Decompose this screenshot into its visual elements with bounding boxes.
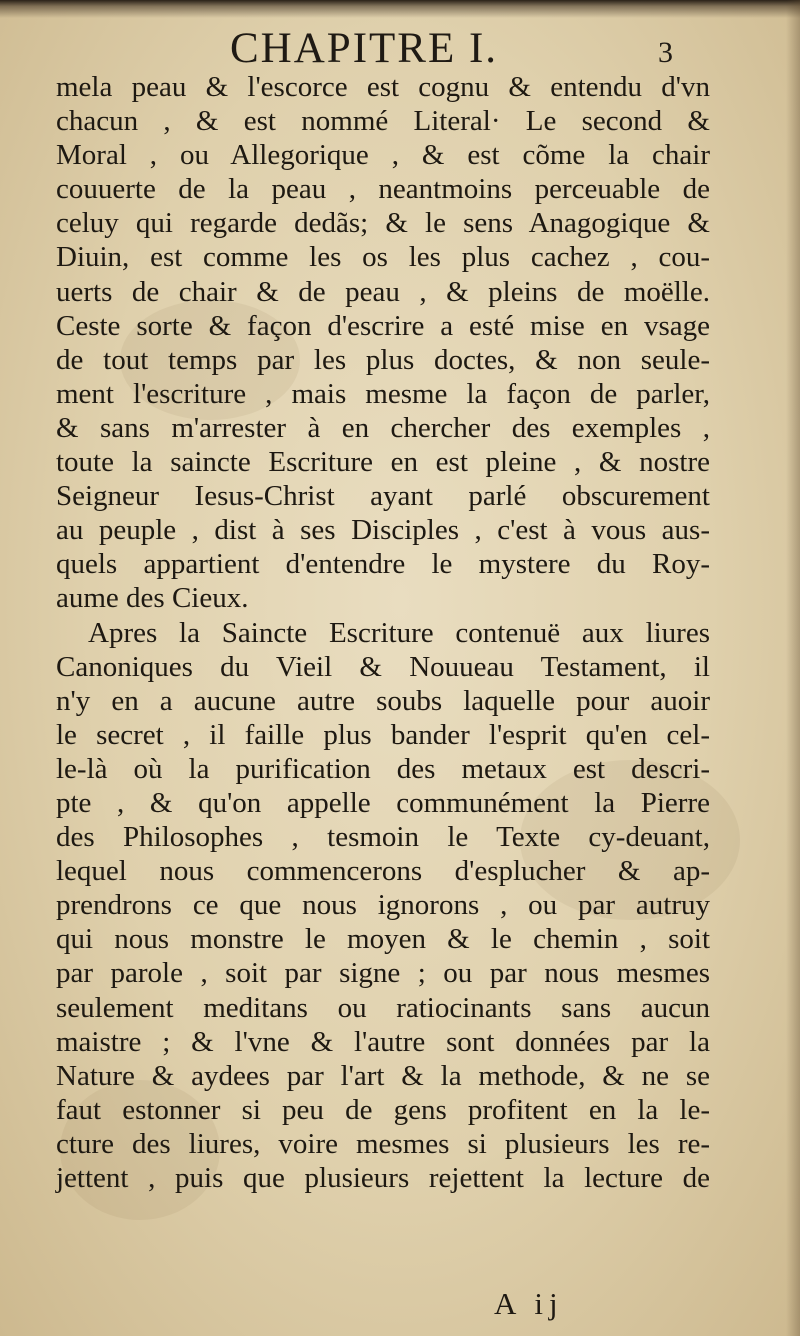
text-line: & sans m'arrester à en chercher des exemples , — [56, 411, 710, 444]
text-line: le secret , il faille plus bander l'esprit qu'en cel- — [56, 718, 710, 751]
text-line: couuerte de la peau , neantmoins perceuable de — [56, 173, 710, 206]
text-line: prendrons ce que nous ignorons , ou par autruy — [56, 889, 710, 922]
text-line: le-là où la purification des metaux est descri- — [56, 752, 710, 785]
text-line: au peuple , dist à ses Disciples , c'est à vous aus- — [56, 514, 710, 547]
text-line: Nature & aydees par l'art & la methode, & ne se — [56, 1059, 710, 1092]
text-line: Diuin, est comme les os les plus cachez , cou- — [56, 241, 710, 274]
text-line: lequel nous commencerons d'esplucher & ap- — [56, 855, 710, 888]
text-line: de tout temps par les plus doctes, & non seule- — [56, 343, 710, 376]
text-line: par parole , soit par signe ; ou par nous mesmes — [56, 957, 710, 990]
text-line: mela peau & l'escorce est cognu & entendu d'vn — [56, 71, 710, 103]
paragraph-start-line: Apres la Saincte Escriture contenuë aux liures — [88, 616, 710, 649]
text-line: maistre ; & l'vne & l'autre sont données par la — [56, 1025, 710, 1058]
text-line: cture des liures, voire mesmes si plusieurs les re- — [56, 1127, 710, 1160]
text-line: Seigneur Iesus-Christ ayant parlé obscurement — [56, 480, 710, 513]
running-head: CHAPITRE I. — [230, 25, 499, 72]
text-line: ment l'escriture , mais mesme la façon de parler, — [56, 377, 710, 410]
text-line: aume des Cieux. — [56, 582, 249, 615]
signature-mark: A ij — [494, 1286, 564, 1321]
text-line: celuy qui regarde dedãs; & le sens Anagogique & — [56, 207, 710, 240]
text-line: Moral , ou Allegorique , & est cõme la chair — [56, 139, 710, 172]
text-line: uerts de chair & de peau , & pleins de moëlle. — [56, 275, 710, 308]
text-line: pte , & qu'on appelle communément la Pierre — [56, 786, 710, 819]
text-line: n'y en a aucune autre soubs laquelle pour auoir — [56, 684, 710, 717]
body-text — [56, 70, 710, 1195]
text-line: chacun , & est nommé Literal· Le second & — [56, 105, 710, 138]
text-line: Ceste sorte & façon d'escrire a esté mise en vsage — [56, 309, 710, 342]
text-line: des Philosophes , tesmoin le Texte cy-deuant, — [56, 821, 710, 854]
text-line: toute la saincte Escriture en est pleine , & nostre — [56, 446, 710, 479]
text-line: qui nous monstre le moyen & le chemin , soit — [56, 923, 710, 956]
text-line: Canoniques du Vieil & Nouueau Testament, il — [56, 650, 710, 683]
page-number: 3 — [658, 36, 673, 69]
text-line: faut estonner si peu de gens profitent en la le- — [56, 1093, 710, 1126]
text-line: jettent , puis que plusieurs rejettent la lecture de — [56, 1162, 710, 1194]
text-line: seulement meditans ou ratiocinants sans aucun — [56, 991, 710, 1024]
text-line: quels appartient d'entendre le mystere du Roy- — [56, 548, 710, 581]
